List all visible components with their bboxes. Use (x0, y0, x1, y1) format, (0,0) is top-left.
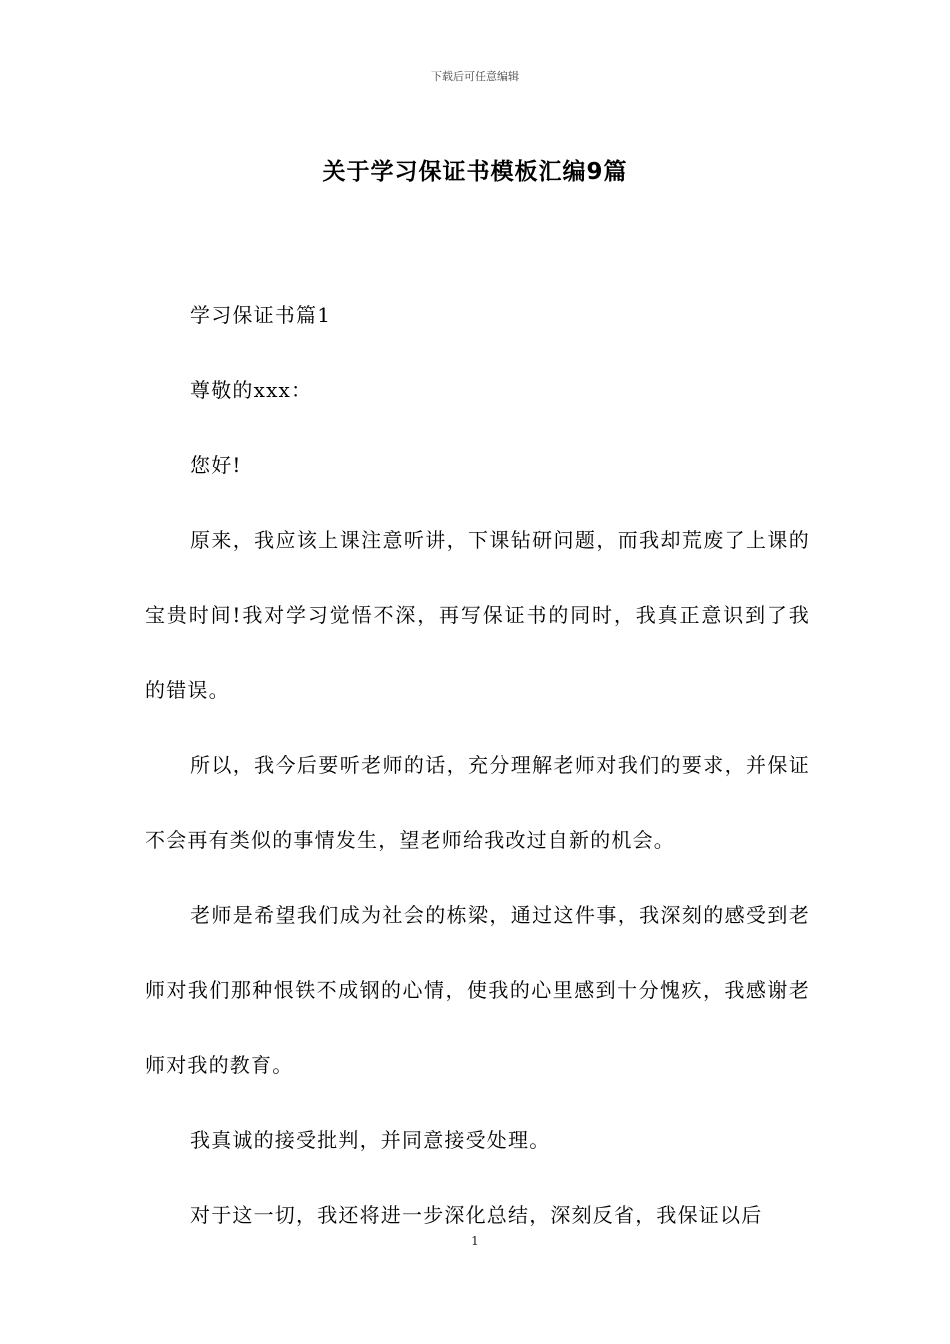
document-body (145, 278, 810, 1253)
header-note: 下载后可任意编辑 (431, 70, 519, 83)
document-title: 关于学习保证书模板汇编9篇 (322, 159, 628, 185)
greeting: 您好! (190, 453, 242, 477)
section-heading: 学习保证书篇1 (190, 303, 332, 327)
body-paragraph: 对于这一切，我还将进一步深化总结，深刻反省，我保证以后 (190, 1203, 763, 1227)
page-number: 1 (471, 1234, 479, 1248)
body-paragraph: 原来，我应该上课注意听讲，下课钻研问题，而我却荒废了上课的宝贵时间!我对学习觉悟不深，再写保证书的同时，我真正意识到了我的错误。 (145, 528, 810, 702)
body-paragraph: 所以，我今后要听老师的话，充分理解老师对我们的要求，并保证不会再有类似的事情发生，望老师给我改过自新的机会。 (145, 753, 810, 852)
salutation: 尊敬的xxx： (190, 378, 313, 402)
body-paragraph: 我真诚的接受批判，并同意接受处理。 (190, 1128, 551, 1152)
body-paragraph: 老师是希望我们成为社会的栋梁，通过这件事，我深刻的感受到老师对我们那种恨铁不成钢的心情，使我的心里感到十分愧疚，我感谢老师对我的教育。 (145, 903, 810, 1077)
